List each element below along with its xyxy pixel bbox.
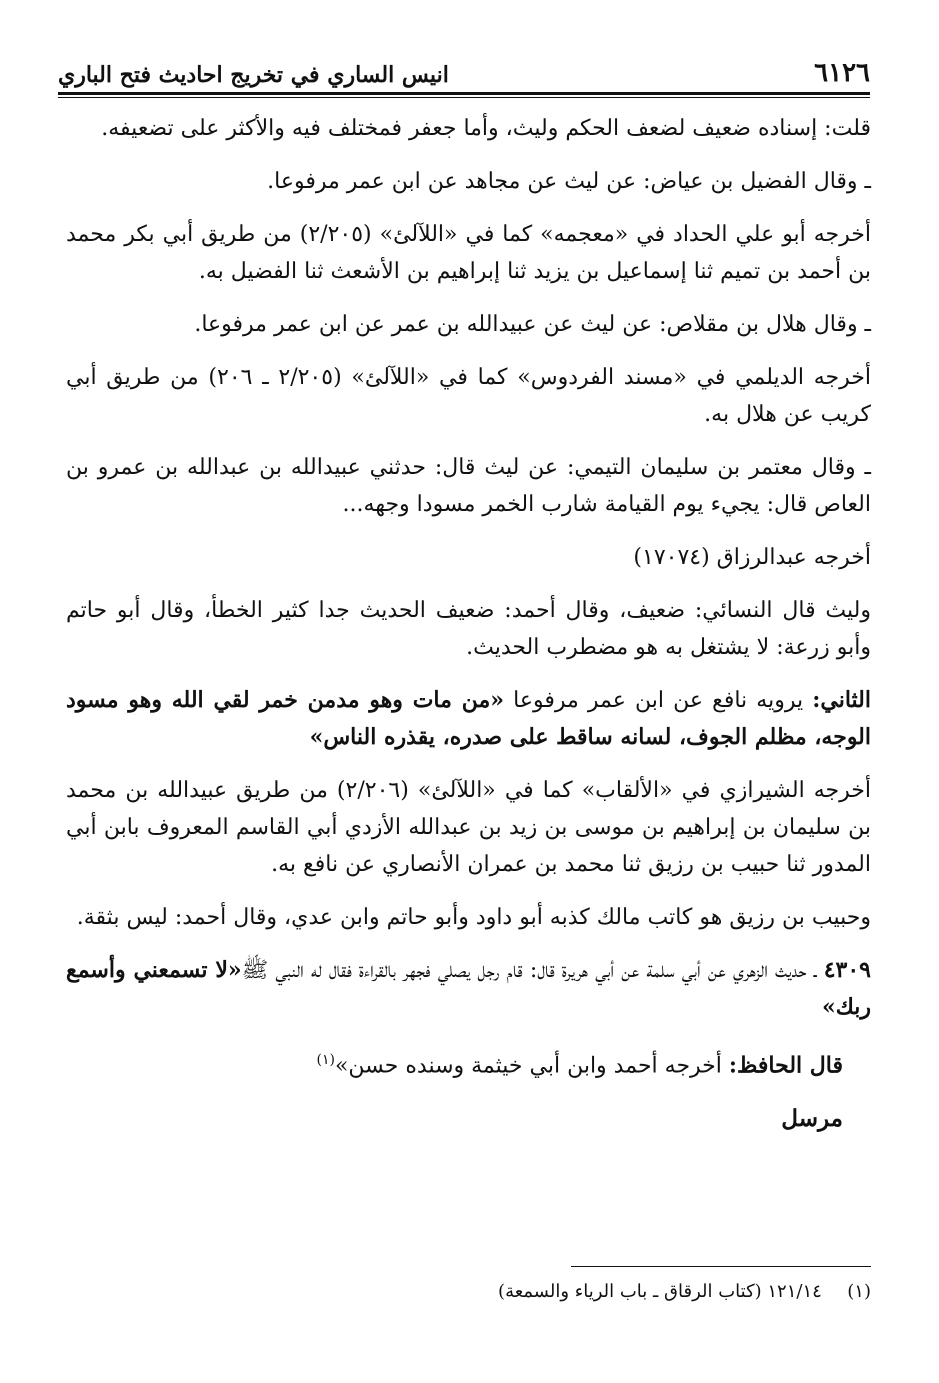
paragraph: أخرجه عبدالرزاق (١٧٠٧٤) [633,545,871,570]
grading: مرسل [781,1105,843,1133]
second-narration [66,682,871,756]
second-matn: «من مات وهو مدمن خمر لقي الله وهو مسود الوجه، مظلم الجوف، لسانه ساقط على صدره، يقذره الناس» [66,687,871,750]
footnote-marker: (١) [316,1052,335,1068]
footnote-text: ١٢١/١٤ (كتاب الرقاق ـ باب الرياء والسمعة) [498,1281,822,1302]
running-header [58,54,870,88]
hadith-matn: «لا تسمعني وأسمع ربك» [66,957,871,1020]
footnote [66,1278,871,1306]
header-rule [58,92,870,95]
hadith-lead: ـ حديث الزهري عن أبي سلمة عن أبي هريرة قال: قام رجل يصلي فجهر بالقراءة فقال له النبي ﷺ [241,958,824,983]
hafiz-text: أخرجه أحمد وابن أبي خيثمة وسنده حسن» [334,1053,729,1079]
hafiz-label: قال الحافظ: [728,1052,843,1079]
paragraph: أخرجه الديلمي في «مسند الفردوس» كما في «اللآلئ» (٢/٢٠٥ ـ ٢٠٦) من طريق أبي كريب عن هلال به. [66,365,871,427]
second-lead: يرويه نافع عن ابن عمر مرفوعا [504,688,813,713]
paragraph: ـ وقال هلال بن مقلاص: عن ليث عن عبيدالله بن عمر عن ابن عمر مرفوعا. [194,312,871,337]
paragraph: أخرجه الشيرازي في «الألقاب» كما في «اللآلئ» (٢/٢٠٦) من طريق عبيدالله بن محمد بن سليمان بن إبراهيم بن موسى بن زيد بن عبدالله الأزدي أبي القاسم المعروف بابن أبي المدور ثنا حبيب بن رزيق ثنا محمد بن عمران الأنصاري عن نافع به. [66,778,871,877]
hadith-number: ٤٣٠٩ [823,957,871,983]
paragraph: ـ وقال الفضيل بن عياض: عن ليث عن مجاهد عن ابن عمر مرفوعا. [267,169,871,194]
paragraph: ـ وقال معتمر بن سليمان التيمي: عن ليث قال: حدثني عبيدالله بن عبدالله بن عمرو بن العاص قال: يجيء يوم القيامة شارب الخمر مسودا وجهه... [66,455,871,517]
header-rule-thin [58,97,870,98]
paragraph: وحبيب بن رزيق هو كاتب مالك كذبه أبو داود وأبو حاتم وابن عدي، وقال أحمد: ليس بثقة. [76,905,871,930]
second-label: الثاني: [812,687,871,713]
footnote-number: (١) [847,1281,871,1302]
footnote-rule [571,1266,871,1267]
hafiz-statement [66,1042,871,1084]
hadith-entry [66,952,871,1026]
paragraph: أخرجه أبو علي الحداد في «معجمه» كما في «اللآلئ» (٢/٢٠٥) من طريق أبي بكر محمد بن أحمد بن تميم ثنا إسماعيل بن يزيد ثنا إبراهيم بن الأشعث ثنا الفضيل به. [66,222,872,284]
paragraph: وليث قال النسائي: ضعيف، وقال أحمد: ضعيف الحديث جدا كثير الخطأ، وقال أبو حاتم وأبو زرعة: لا يشتغل به هو مضطرب الحديث. [66,598,871,660]
paragraph: قلت: إسناده ضعيف لضعف الحكم وليث، وأما جعفر فمختلف فيه والأكثر على تضعيفه. [101,116,871,141]
page-number: ٦١٢٦ [814,58,870,88]
book-title: انيس الساري في تخريج احاديث فتح الباري [58,62,449,88]
main-text [66,110,871,1153]
